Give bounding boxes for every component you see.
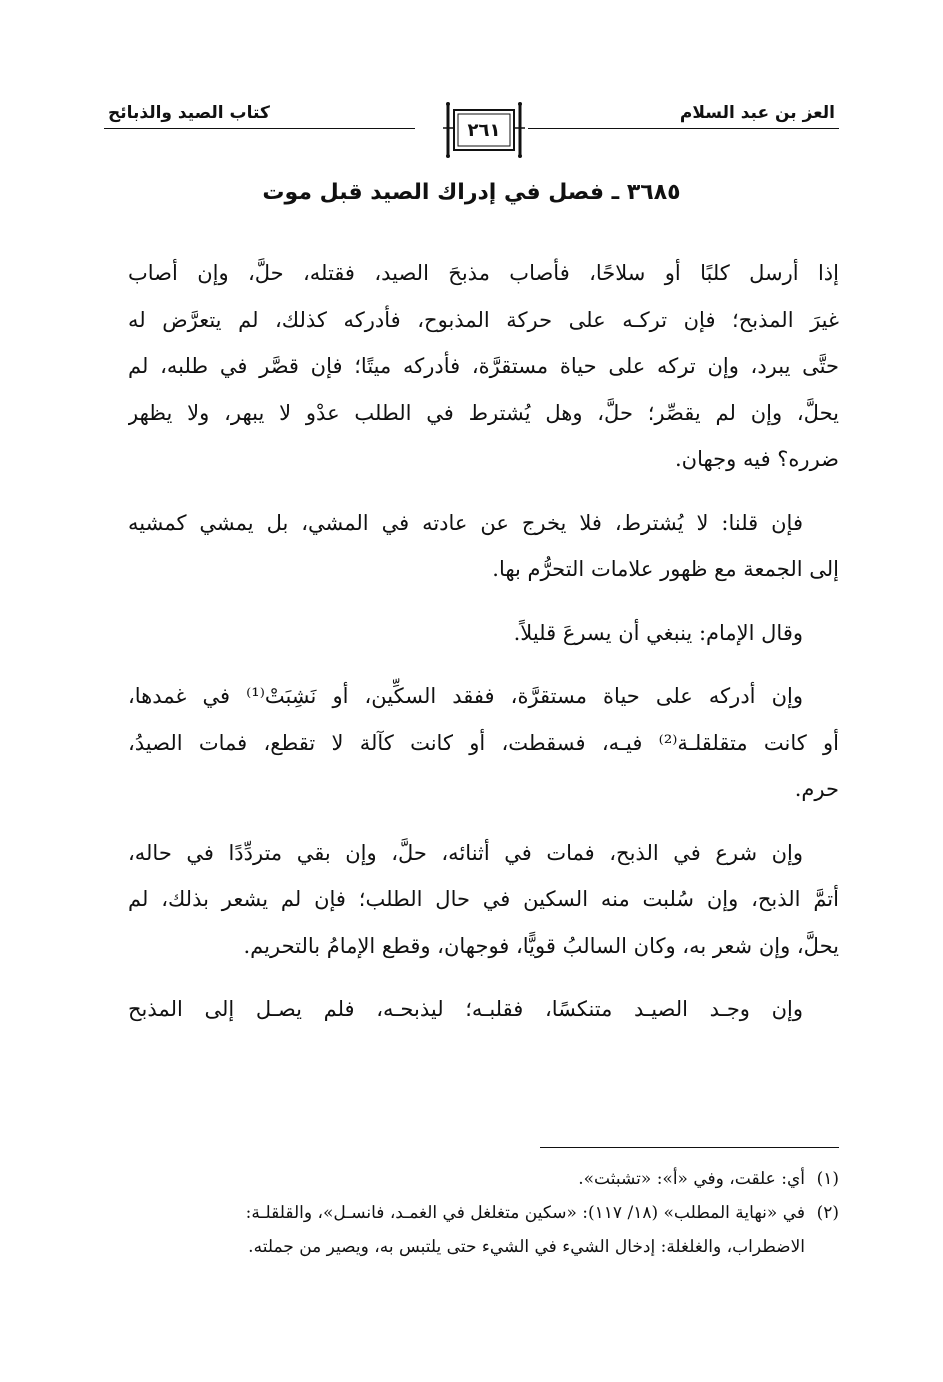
- text-line: حرم.: [794, 777, 839, 801]
- paragraph: [128, 830, 839, 970]
- paragraph: [128, 250, 839, 483]
- footnotes: [128, 1162, 839, 1264]
- text-line: وإن وجـد الصيـد متنكسًا، فقلبـه؛ ليذبحـه، فلم يصـل إلى المذبح: [128, 997, 803, 1021]
- text-line: فإن قلنا: لا يُشترط، فلا يخرج عن عادته في المشي، بل يمشي كمشيه: [128, 510, 803, 535]
- text-line: أو كانت متقلقلـة⁽²⁾ فيـه، فسقطت، أو كانت كآلة لا تقطع، فمات الصيدُ،: [128, 730, 839, 755]
- paragraph: [128, 986, 839, 1033]
- page-number-frame: [440, 100, 528, 160]
- body-text: [128, 250, 839, 1033]
- text-line: إلى الجمعة مع ظهور علامات التحرُّم بها.: [492, 557, 839, 581]
- text-line: وقال الإمام: ينبغي أن يسرعَ قليلاً.: [513, 620, 803, 645]
- text-line: غيرَ المذبح؛ فإن تركـه على حركة المذبوح، فأدركه كذلك، لم يتعرَّض له: [128, 307, 839, 332]
- paragraph: [128, 500, 839, 593]
- paragraph: [128, 673, 839, 813]
- paragraph: [128, 610, 839, 657]
- running-header-section: كتاب الصيد والذبائح: [108, 103, 270, 123]
- footnote-text: في «نهاية المطلب» (١٨/ ١١٧): «سكين متغلغل في الغمـد، فانسـل»، والقلقلـة:: [245, 1203, 805, 1223]
- text-line: أتمَّ الذبح، وإن سُلبت منه السكين في حال الطلب؛ فإن لم يشعر بذلك، لم: [128, 887, 839, 911]
- text-line: حتَّى يبرد، وإن تركه على حياة مستقرَّة، فأدركه ميتًا؛ فإن قصَّر في طلبه، لم: [128, 354, 839, 378]
- text-line: وإن شرع في الذبح، فمات في أثنائه، حلَّ، وإن بقي متردِّدًا في حاله،: [128, 840, 803, 865]
- footnote-number: (٢): [816, 1203, 839, 1223]
- text-line: ضرره؟ فيه وجهان.: [675, 447, 839, 471]
- section-title: ٣٦٨٥ ـ فصل في إدراك الصيد قبل موت: [262, 180, 681, 205]
- text-line: إذا أرسل كلبًا أو سلاحًا، فأصاب مذبحَ الصيد، فقتله، حلَّ، وإن أصاب: [128, 261, 839, 285]
- header-rule-left: [104, 128, 415, 129]
- running-header-author: العز بن عبد السلام: [679, 103, 835, 123]
- footnote-continuation: الاضطراب، والغلغلة: إدخال الشيء في الشيء حتى يلتبس به، ويصير من جملته.: [248, 1237, 805, 1257]
- footnote: [128, 1196, 839, 1230]
- header-rule-right: [528, 128, 839, 129]
- footnote-rule: [540, 1147, 839, 1148]
- text-line: يحلَّ، وإن شعر به، وكان السالبُ قويًّا، فوجهان، وقطع الإمامُ بالتحريم.: [243, 933, 839, 958]
- footnote-text: أي: علقت، وفي «أ»: «تشبثت».: [578, 1169, 805, 1189]
- footnote-number: (١): [816, 1169, 839, 1189]
- page-number: ٢٦١: [467, 120, 501, 141]
- text-line: يحلَّ، وإن لم يقصِّر؛ حلَّ، وهل يُشترط في الطلب عدْو لا يبهر، ولا يظهر: [128, 400, 839, 425]
- footnote: [128, 1162, 839, 1196]
- text-line: وإن أدركه على حياة مستقرَّة، ففقد السكِّين، أو نَشِبَتْ⁽¹⁾ في غمدها،: [128, 684, 803, 708]
